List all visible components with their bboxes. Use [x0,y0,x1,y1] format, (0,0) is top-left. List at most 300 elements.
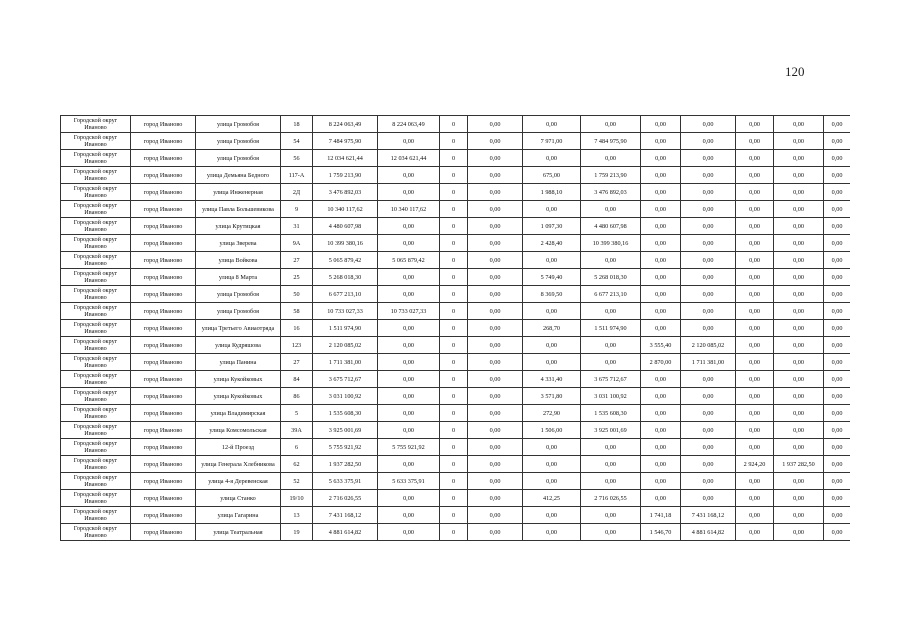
table-row [61,252,851,269]
cell-cost-col-f: 0,00 [824,218,851,235]
cell-cost-col-a: 0,00 [378,422,440,439]
cell-area-col-c: 0,00 [523,337,581,354]
table-row [61,473,851,490]
cell-area-col-e: 0,00 [736,269,774,286]
cell-cost-col-b: 0,00 [468,524,523,541]
cell-area-col-d: 0,00 [641,303,681,320]
cell-cost-col-e: 0,00 [774,337,824,354]
cell-area-col-e: 0,00 [736,473,774,490]
cell-municipality: Городской округ Иваново [61,320,131,337]
cell-street: улица Крутицкая [196,218,281,235]
cell-house-number: 27 [281,354,313,371]
cell-area-col-c: 1 506,00 [523,422,581,439]
cell-house-number: 117-А [281,167,313,184]
cell-street: улица Громобоя [196,303,281,320]
cell-cost-col-c: 0,00 [581,524,641,541]
cell-area-col-c: 5 749,40 [523,269,581,286]
table-row [61,116,851,133]
cell-street: улица Громобоя [196,133,281,150]
cell-count-col: 0 [440,303,468,320]
cell-cost-col-f: 0,00 [824,507,851,524]
cell-total-cost: 2 716 026,55 [313,490,378,507]
cell-house-number: 27 [281,252,313,269]
cell-cost-col-c: 5 268 018,30 [581,269,641,286]
cell-cost-col-f: 0,00 [824,286,851,303]
cell-settlement: город Иваново [131,269,196,286]
table-row [61,388,851,405]
cell-municipality: Городской округ Иваново [61,456,131,473]
table-row [61,507,851,524]
cell-area-col-e: 0,00 [736,133,774,150]
cell-cost-col-f: 0,00 [824,167,851,184]
cell-area-col-c: 3 571,80 [523,388,581,405]
cell-area-col-c: 272,90 [523,405,581,422]
cell-total-cost: 1 711 381,00 [313,354,378,371]
cell-cost-col-a: 0,00 [378,235,440,252]
cell-cost-col-e: 0,00 [774,354,824,371]
cell-street: улица Третьего Авиаотряда [196,320,281,337]
cell-municipality: Городской округ Иваново [61,286,131,303]
cell-area-col-d: 1 546,70 [641,524,681,541]
cell-house-number: 31 [281,218,313,235]
cell-count-col: 0 [440,422,468,439]
cell-area-col-e: 0,00 [736,201,774,218]
cell-cost-col-c: 1 511 974,90 [581,320,641,337]
cell-street: 12-й Проезд [196,439,281,456]
cell-settlement: город Иваново [131,524,196,541]
cell-settlement: город Иваново [131,490,196,507]
cell-house-number: 19/10 [281,490,313,507]
cell-municipality: Городской округ Иваново [61,354,131,371]
cell-municipality: Городской округ Иваново [61,235,131,252]
cell-municipality: Городской округ Иваново [61,218,131,235]
cell-area-col-d: 0,00 [641,269,681,286]
cell-count-col: 0 [440,524,468,541]
cell-total-cost: 3 031 100,92 [313,388,378,405]
cell-area-col-e: 0,00 [736,507,774,524]
cell-area-col-c: 1 988,10 [523,184,581,201]
table-row [61,303,851,320]
cell-cost-col-d: 0,00 [681,167,736,184]
cell-cost-col-a: 8 224 063,49 [378,116,440,133]
cell-street: улица Генерала Хлебникова [196,456,281,473]
cell-cost-col-e: 0,00 [774,201,824,218]
cell-settlement: город Иваново [131,184,196,201]
cell-area-col-e: 0,00 [736,320,774,337]
cell-cost-col-a: 10 340 117,62 [378,201,440,218]
cell-municipality: Городской округ Иваново [61,490,131,507]
cell-cost-col-b: 0,00 [468,507,523,524]
cell-cost-col-b: 0,00 [468,201,523,218]
cell-settlement: город Иваново [131,388,196,405]
cell-cost-col-c: 0,00 [581,507,641,524]
cell-municipality: Городской округ Иваново [61,439,131,456]
cell-street: улица Громобоя [196,150,281,167]
cell-area-col-c: 412,25 [523,490,581,507]
cell-cost-col-b: 0,00 [468,456,523,473]
table-row [61,354,851,371]
cell-area-col-e: 0,00 [736,388,774,405]
cell-street: улица 8 Марта [196,269,281,286]
cell-cost-col-d: 7 431 168,12 [681,507,736,524]
cell-area-col-d: 0,00 [641,201,681,218]
cell-cost-col-d: 0,00 [681,235,736,252]
cell-settlement: город Иваново [131,116,196,133]
cell-cost-col-b: 0,00 [468,371,523,388]
cell-cost-col-c: 3 476 892,03 [581,184,641,201]
cell-cost-col-c: 3 031 100,92 [581,388,641,405]
cell-municipality: Городской округ Иваново [61,252,131,269]
cell-cost-col-c: 3 675 712,67 [581,371,641,388]
table-row [61,422,851,439]
cell-street: улица Войкова [196,252,281,269]
table-row [61,286,851,303]
cell-area-col-d: 0,00 [641,116,681,133]
cell-cost-col-c: 6 677 213,10 [581,286,641,303]
cell-area-col-c: 268,70 [523,320,581,337]
cell-municipality: Городской округ Иваново [61,184,131,201]
cell-count-col: 0 [440,116,468,133]
cell-house-number: 62 [281,456,313,473]
page-number: 120 [785,64,805,79]
cell-cost-col-f: 0,00 [824,235,851,252]
cell-cost-col-a: 0,00 [378,320,440,337]
cell-street: улица Гагарина [196,507,281,524]
cell-total-cost: 5 633 375,91 [313,473,378,490]
table-row [61,150,851,167]
cell-cost-col-f: 0,00 [824,303,851,320]
cell-cost-col-b: 0,00 [468,337,523,354]
cell-cost-col-e: 0,00 [774,303,824,320]
cell-cost-col-b: 0,00 [468,150,523,167]
cell-area-col-e: 0,00 [736,218,774,235]
cell-house-number: 50 [281,286,313,303]
cell-settlement: город Иваново [131,218,196,235]
cell-cost-col-a: 0,00 [378,371,440,388]
cell-count-col: 0 [440,405,468,422]
cell-cost-col-f: 0,00 [824,201,851,218]
cell-house-number: 16 [281,320,313,337]
cell-total-cost: 1 937 282,50 [313,456,378,473]
cell-municipality: Городской округ Иваново [61,371,131,388]
cell-cost-col-c: 1 759 213,90 [581,167,641,184]
cell-count-col: 0 [440,371,468,388]
cell-area-col-e: 0,00 [736,422,774,439]
cell-area-col-d: 2 870,00 [641,354,681,371]
cell-cost-col-b: 0,00 [468,320,523,337]
cell-cost-col-e: 0,00 [774,184,824,201]
cell-cost-col-a: 0,00 [378,507,440,524]
cell-cost-col-e: 0,00 [774,524,824,541]
cell-street: улица Павла Большевикова [196,201,281,218]
cell-count-col: 0 [440,269,468,286]
cell-cost-col-d: 0,00 [681,150,736,167]
cell-street: улица 4-я Деревенская [196,473,281,490]
cell-cost-col-a: 10 733 027,33 [378,303,440,320]
cell-area-col-e: 0,00 [736,337,774,354]
cell-municipality: Городской округ Иваново [61,422,131,439]
cell-cost-col-b: 0,00 [468,235,523,252]
cell-cost-col-d: 0,00 [681,422,736,439]
cell-cost-col-a: 0,00 [378,354,440,371]
cell-cost-col-d: 0,00 [681,405,736,422]
cell-cost-col-f: 0,00 [824,184,851,201]
cell-cost-col-c: 0,00 [581,456,641,473]
cell-count-col: 0 [440,133,468,150]
cell-cost-col-c: 0,00 [581,337,641,354]
cell-house-number: 5 [281,405,313,422]
cell-area-col-c: 0,00 [523,473,581,490]
cell-area-col-d: 0,00 [641,133,681,150]
cell-count-col: 0 [440,252,468,269]
cell-cost-col-d: 0,00 [681,439,736,456]
table-row [61,439,851,456]
cell-count-col: 0 [440,388,468,405]
cell-cost-col-b: 0,00 [468,405,523,422]
cell-house-number: 84 [281,371,313,388]
cell-cost-col-c: 0,00 [581,116,641,133]
cell-area-col-d: 0,00 [641,439,681,456]
cell-cost-col-a: 0,00 [378,405,440,422]
cell-total-cost: 3 476 892,03 [313,184,378,201]
cell-count-col: 0 [440,507,468,524]
cell-count-col: 0 [440,184,468,201]
cell-municipality: Городской округ Иваново [61,337,131,354]
cell-cost-col-a: 0,00 [378,456,440,473]
cell-settlement: город Иваново [131,337,196,354]
cell-street: улица Громобоя [196,116,281,133]
cell-area-col-d: 1 741,18 [641,507,681,524]
cell-cost-col-b: 0,00 [468,184,523,201]
table-container [60,115,850,547]
cell-municipality: Городской округ Иваново [61,303,131,320]
cell-area-col-c: 0,00 [523,252,581,269]
cell-house-number: 18 [281,116,313,133]
cell-count-col: 0 [440,218,468,235]
cell-cost-col-d: 0,00 [681,116,736,133]
cell-total-cost: 8 224 063,49 [313,116,378,133]
cell-cost-col-e: 0,00 [774,218,824,235]
table-row [61,218,851,235]
cell-total-cost: 5 268 018,30 [313,269,378,286]
cell-cost-col-d: 0,00 [681,473,736,490]
cell-area-col-c: 675,00 [523,167,581,184]
cell-municipality: Городской округ Иваново [61,388,131,405]
cell-cost-col-c: 0,00 [581,303,641,320]
cell-area-col-d: 0,00 [641,235,681,252]
cell-street: улица Театральная [196,524,281,541]
cell-cost-col-d: 0,00 [681,218,736,235]
cell-total-cost: 6 677 213,10 [313,286,378,303]
cell-area-col-e: 0,00 [736,150,774,167]
cell-count-col: 0 [440,201,468,218]
table-row [61,456,851,473]
cell-house-number: 2Д [281,184,313,201]
table-row [61,490,851,507]
cell-street: улица Громобоя [196,286,281,303]
cell-municipality: Городской округ Иваново [61,507,131,524]
cell-area-col-e: 0,00 [736,252,774,269]
cell-cost-col-f: 0,00 [824,269,851,286]
cell-cost-col-e: 0,00 [774,490,824,507]
cell-house-number: 56 [281,150,313,167]
cell-cost-col-e: 0,00 [774,150,824,167]
cell-cost-col-b: 0,00 [468,303,523,320]
cell-cost-col-c: 0,00 [581,150,641,167]
cell-settlement: город Иваново [131,422,196,439]
cell-cost-col-d: 0,00 [681,303,736,320]
cell-cost-col-f: 0,00 [824,354,851,371]
cell-area-col-e: 2 924,20 [736,456,774,473]
cell-cost-col-c: 3 925 001,69 [581,422,641,439]
cell-cost-col-d: 0,00 [681,269,736,286]
cell-area-col-e: 0,00 [736,116,774,133]
cell-total-cost: 1 535 608,30 [313,405,378,422]
table-row [61,405,851,422]
cell-street: улица Панина [196,354,281,371]
cell-settlement: город Иваново [131,354,196,371]
table-row [61,371,851,388]
cell-area-col-c: 0,00 [523,439,581,456]
cell-settlement: город Иваново [131,167,196,184]
cell-house-number: 54 [281,133,313,150]
cell-total-cost: 12 034 621,44 [313,150,378,167]
cell-cost-col-e: 0,00 [774,320,824,337]
cell-cost-col-e: 0,00 [774,473,824,490]
cell-cost-col-d: 0,00 [681,371,736,388]
cell-cost-col-b: 0,00 [468,252,523,269]
cell-cost-col-f: 0,00 [824,116,851,133]
cell-settlement: город Иваново [131,439,196,456]
cell-cost-col-c: 0,00 [581,252,641,269]
cell-cost-col-f: 0,00 [824,524,851,541]
cell-settlement: город Иваново [131,201,196,218]
table-row [61,235,851,252]
cell-municipality: Городской округ Иваново [61,524,131,541]
cell-cost-col-c: 0,00 [581,439,641,456]
table-row [61,184,851,201]
cell-cost-col-e: 0,00 [774,167,824,184]
cell-settlement: город Иваново [131,473,196,490]
cell-house-number: 19 [281,524,313,541]
cell-cost-col-d: 2 120 085,02 [681,337,736,354]
cell-cost-col-a: 0,00 [378,133,440,150]
cell-cost-col-b: 0,00 [468,354,523,371]
cell-count-col: 0 [440,235,468,252]
cell-cost-col-a: 0,00 [378,184,440,201]
cell-count-col: 0 [440,167,468,184]
cell-cost-col-e: 0,00 [774,439,824,456]
cell-cost-col-f: 0,00 [824,456,851,473]
cell-cost-col-a: 0,00 [378,218,440,235]
cell-area-col-d: 0,00 [641,150,681,167]
cell-area-col-d: 0,00 [641,167,681,184]
cell-area-col-e: 0,00 [736,303,774,320]
cell-total-cost: 10 399 380,16 [313,235,378,252]
cell-cost-col-f: 0,00 [824,388,851,405]
cell-cost-col-e: 0,00 [774,388,824,405]
cell-area-col-d: 0,00 [641,422,681,439]
table-row [61,320,851,337]
cell-cost-col-c: 1 535 608,30 [581,405,641,422]
table-row [61,133,851,150]
cell-area-col-d: 3 555,40 [641,337,681,354]
cell-cost-col-e: 0,00 [774,252,824,269]
cell-area-col-e: 0,00 [736,405,774,422]
cell-cost-col-b: 0,00 [468,116,523,133]
cell-cost-col-b: 0,00 [468,422,523,439]
cell-settlement: город Иваново [131,371,196,388]
cell-area-col-e: 0,00 [736,371,774,388]
cell-cost-col-a: 0,00 [378,388,440,405]
cell-area-col-d: 0,00 [641,286,681,303]
cell-house-number: 39А [281,422,313,439]
cell-cost-col-d: 0,00 [681,252,736,269]
cell-area-col-c: 8 369,50 [523,286,581,303]
cell-count-col: 0 [440,337,468,354]
cell-settlement: город Иваново [131,320,196,337]
cell-settlement: город Иваново [131,303,196,320]
cell-municipality: Городской округ Иваново [61,116,131,133]
cell-total-cost: 4 881 614,82 [313,524,378,541]
cell-area-col-d: 0,00 [641,218,681,235]
cell-cost-col-a: 5 755 921,92 [378,439,440,456]
cell-total-cost: 3 925 001,69 [313,422,378,439]
cell-total-cost: 7 431 168,12 [313,507,378,524]
table-row [61,524,851,541]
cell-cost-col-f: 0,00 [824,252,851,269]
cell-municipality: Городской округ Иваново [61,201,131,218]
cell-area-col-d: 0,00 [641,320,681,337]
cell-municipality: Городской округ Иваново [61,405,131,422]
cell-settlement: город Иваново [131,286,196,303]
table-row [61,269,851,286]
cell-area-col-c: 0,00 [523,456,581,473]
cell-total-cost: 10 340 117,62 [313,201,378,218]
cell-cost-col-a: 0,00 [378,286,440,303]
cell-cost-col-f: 0,00 [824,320,851,337]
cell-street: улица Станко [196,490,281,507]
table-row [61,167,851,184]
cell-cost-col-c: 4 480 607,98 [581,218,641,235]
cell-area-col-d: 0,00 [641,405,681,422]
cell-count-col: 0 [440,456,468,473]
cell-house-number: 58 [281,303,313,320]
cell-area-col-d: 0,00 [641,456,681,473]
cell-cost-col-f: 0,00 [824,133,851,150]
cell-settlement: город Иваново [131,252,196,269]
cell-cost-col-d: 0,00 [681,201,736,218]
cell-cost-col-d: 0,00 [681,286,736,303]
cell-total-cost: 7 484 975,90 [313,133,378,150]
cell-cost-col-d: 0,00 [681,320,736,337]
cell-house-number: 123 [281,337,313,354]
table-body [61,116,851,541]
cell-area-col-c: 2 428,40 [523,235,581,252]
cell-cost-col-b: 0,00 [468,286,523,303]
cell-cost-col-f: 0,00 [824,473,851,490]
cell-area-col-d: 0,00 [641,371,681,388]
cell-cost-col-a: 0,00 [378,524,440,541]
cell-street: улица Владимирская [196,405,281,422]
cell-area-col-c: 4 331,40 [523,371,581,388]
cell-area-col-c: 7 971,00 [523,133,581,150]
cell-area-col-d: 0,00 [641,473,681,490]
cell-settlement: город Иваново [131,456,196,473]
cell-total-cost: 3 675 712,67 [313,371,378,388]
cell-total-cost: 1 759 213,90 [313,167,378,184]
cell-settlement: город Иваново [131,133,196,150]
